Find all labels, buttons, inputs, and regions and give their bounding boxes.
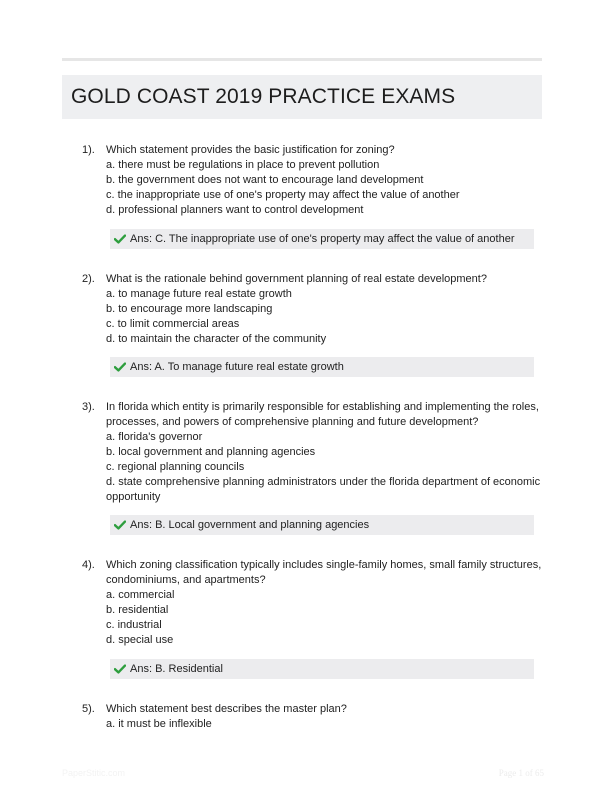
option-b: b. the government does not want to encourage land development <box>106 174 424 186</box>
option-c: c. the inappropriate use of one's property may affect the value of another <box>106 189 460 201</box>
option-c: c. to limit commercial areas <box>106 318 240 330</box>
option-a: a. it must be inflexible <box>106 718 212 730</box>
question-number: 3). <box>82 401 95 413</box>
question-number: 2). <box>82 273 95 285</box>
option-d: d. professional planners want to control development <box>106 204 364 216</box>
question-text: What is the rationale behind government planning of real estate development? <box>106 273 487 285</box>
question-2 <box>82 272 542 347</box>
question-1 <box>82 143 542 218</box>
checkmark-icon <box>114 664 126 674</box>
option-b: b. local government and planning agencies <box>106 446 316 458</box>
answer-box-2 <box>110 357 534 377</box>
option-b: b. residential <box>106 604 169 616</box>
page-title: GOLD COAST 2019 PRACTICE EXAMS <box>71 85 456 108</box>
question-number: 5). <box>82 703 95 715</box>
header-rule <box>62 58 542 61</box>
answer-box-3 <box>110 515 534 535</box>
question-text: Which statement provides the basic justification for zoning? <box>106 144 395 156</box>
option-a: a. there must be regulations in place to prevent pollution <box>106 159 380 171</box>
page-number: Page 1 of 65 <box>498 768 544 778</box>
option-d: d. to maintain the character of the community <box>106 333 327 345</box>
option-c: c. industrial <box>106 619 162 631</box>
question-4 <box>82 558 542 648</box>
answer-box-1 <box>110 229 534 249</box>
option-b: b. to encourage more landscaping <box>106 303 273 315</box>
option-a: a. to manage future real estate growth <box>106 288 292 300</box>
checkmark-icon <box>114 234 126 244</box>
question-number: 1). <box>82 144 95 156</box>
question-number: 4). <box>82 559 95 571</box>
question-text: Which zoning classification typically includes single-family homes, small family structures, condominiums, and apartments? <box>106 559 542 586</box>
question-3 <box>82 400 542 505</box>
title-bar <box>62 75 542 119</box>
option-d: d. state comprehensive planning administrators under the florida department of economic opportunity <box>106 476 541 503</box>
option-a: a. florida's governor <box>106 431 203 443</box>
question-text: Which statement best describes the master plan? <box>106 703 347 715</box>
answer-text: Ans: B. Residential <box>130 663 223 675</box>
footer-site: PaperStitic.com <box>62 768 126 778</box>
checkmark-icon <box>114 520 126 530</box>
checkmark-icon <box>114 362 126 372</box>
answer-text: Ans: B. Local government and planning agencies <box>130 519 370 531</box>
answer-text: Ans: A. To manage future real estate growth <box>130 361 344 373</box>
answer-text: Ans: C. The inappropriate use of one's property may affect the value of another <box>130 233 515 245</box>
question-5 <box>82 702 542 732</box>
option-d: d. special use <box>106 634 174 646</box>
option-a: a. commercial <box>106 589 175 601</box>
answer-box-4 <box>110 659 534 679</box>
question-text: In florida which entity is primarily responsible for establishing and implementing the roles, processes, and powers of comprehensive planning and future development? <box>106 401 539 428</box>
option-c: c. regional planning councils <box>106 461 245 473</box>
